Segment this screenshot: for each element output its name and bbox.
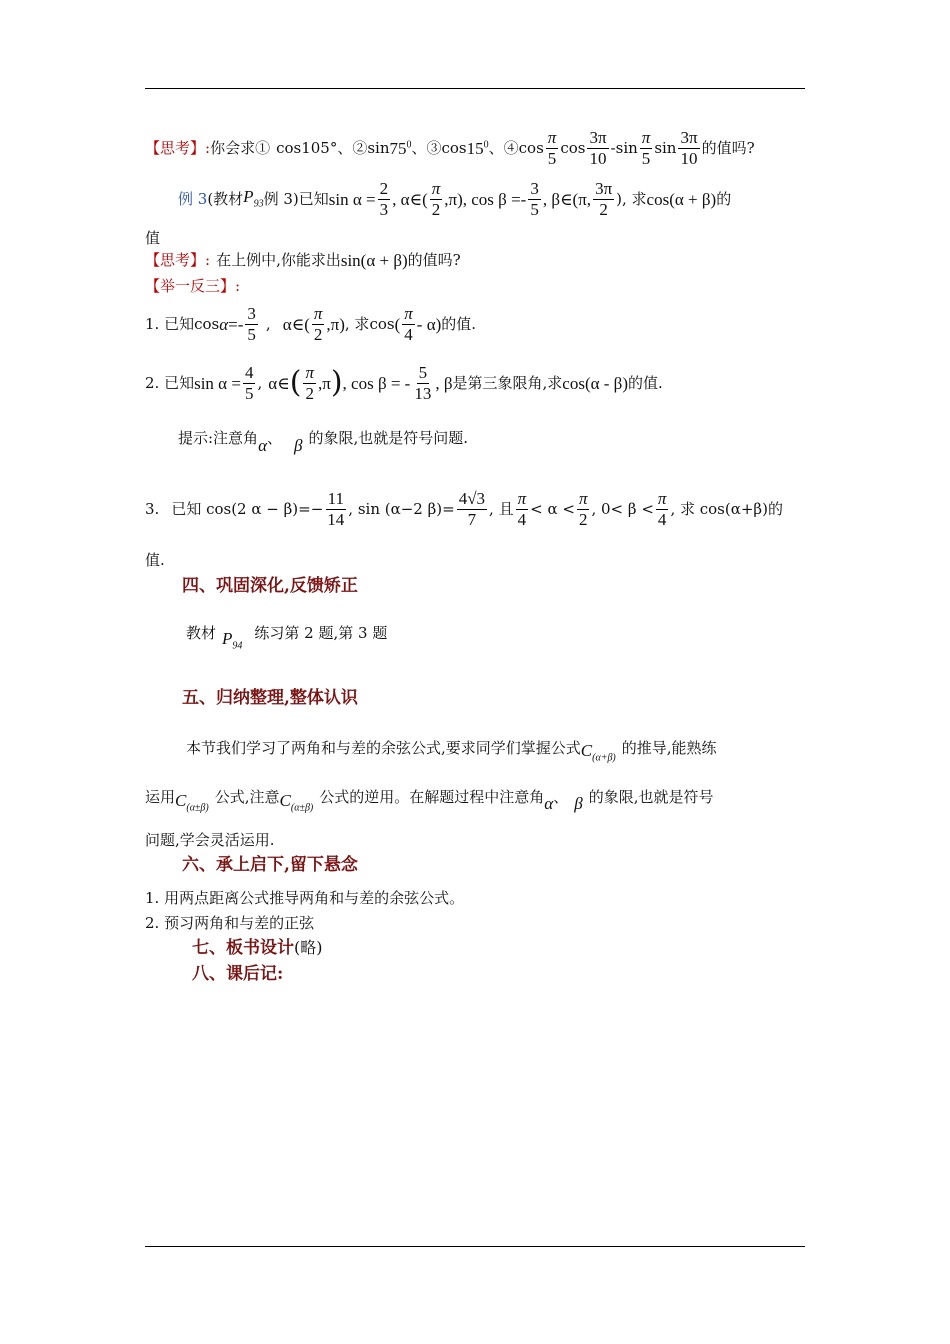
cos-text: cos <box>560 138 586 157</box>
ex3-find: , 求 cos(α+β)的 <box>670 499 783 518</box>
hint-pre: 提示:注意角 <box>178 428 259 447</box>
think-question-1 <box>145 128 755 168</box>
ex2-num: 2. 已知 <box>145 373 195 392</box>
section-7-note: (略) <box>294 938 323 957</box>
think2-tail: 的值吗? <box>407 250 461 269</box>
ex1-alpha: α <box>219 314 229 334</box>
q4-pre: 、④cos <box>488 138 544 157</box>
source-open: (教材 <box>207 189 244 208</box>
ex2-alpha-in: α∈ <box>268 373 290 393</box>
given-sin: sin α = <box>328 189 376 209</box>
hint-alpha: α <box>258 435 267 455</box>
example-3 <box>178 178 731 220</box>
ex3-and: , 且 <box>489 499 514 518</box>
q3-val: $15^0$ <box>466 138 489 158</box>
target-expr: cos(α + β) <box>646 189 717 209</box>
hint-sep: 、 <box>267 428 283 447</box>
q2-val: $75^0$ <box>389 138 412 158</box>
q1: cos105°、② <box>276 138 368 157</box>
source-close: 例 3)已知 <box>263 189 329 208</box>
tail-text: 的 <box>716 189 732 208</box>
sec5-sep: 、 <box>553 787 569 806</box>
ex2-fraction-4-5: $\frac{4}{5}$ <box>244 362 254 403</box>
sec5-l2-post: 的象限,也就是符号 <box>588 787 714 806</box>
exercise-2 <box>145 358 663 408</box>
section-4-title: 四、巩固深化,反馈矫正 <box>182 575 358 596</box>
ex2-pi-close: ,π <box>317 373 331 393</box>
think1-end: 的值吗? <box>701 138 755 157</box>
fraction-pi-2: $\frac{\pi}{2}$ <box>431 178 441 219</box>
sec5-alpha: α <box>544 793 554 813</box>
ex2-cos-beta: , cos β = - <box>342 373 411 393</box>
think2-text: 在上例中,你能求出 <box>216 250 341 269</box>
ex3-sin-part: , sin (α−2 β)= <box>348 499 455 518</box>
sec5-l1-post: 的推导,能熟练 <box>621 738 717 757</box>
ex2-paren-close: ) <box>330 365 343 400</box>
ex3-zero-beta: , 0< β < <box>591 499 654 518</box>
ex3-num: 3. <box>145 499 160 518</box>
ex1-comma: , <box>265 314 271 333</box>
think-question-2 <box>145 250 461 270</box>
ex1-minus-alpha: - α) <box>416 314 442 334</box>
sec5-l2-pre: 运用 <box>145 787 176 806</box>
ex1-cos2: cos <box>369 314 395 333</box>
section-4-body <box>186 618 388 652</box>
exercise-1 <box>145 303 476 345</box>
fraction-pi-5b: $\frac{\pi}{5}$ <box>641 127 651 168</box>
sec4-pre: 教材 <box>186 623 217 642</box>
find-text: ), 求 <box>616 189 647 208</box>
ex3-lt-alpha: < α < <box>530 499 575 518</box>
sec5-l1-pre: 本节我们学习了两角和与差的余弦公式,要求同学们掌握公式 <box>186 738 581 757</box>
ex1-find: , 求 <box>344 314 370 333</box>
ex2-quad: 是第三象限角,求 <box>452 373 563 392</box>
formula-c-pm-1: $C_{(\alpha\pm\beta)}$ <box>175 791 209 814</box>
section-5-line-1 <box>186 734 717 762</box>
section-5-line-3: 问题,学会灵活运用. <box>145 830 275 849</box>
fraction-pi-5: $\frac{\pi}{5}$ <box>547 127 557 168</box>
header-rule <box>145 88 805 89</box>
ex1-alpha-interval: α∈( <box>282 314 310 334</box>
section-7 <box>192 937 323 959</box>
sec4-post: 练习第 2 题,第 3 题 <box>254 623 388 642</box>
ex3-wrap: 值. <box>145 550 165 569</box>
think2-tag: 【思考】: <box>145 250 211 269</box>
hint-post: 的象限,也就是符号问题. <box>308 428 469 447</box>
example-3-wrap: 值 <box>145 228 161 247</box>
section-7-title: 七、板书设计 <box>192 937 294 958</box>
sec5-l2-mid: 公式,注意 <box>214 787 280 806</box>
think-lead: 你会求① <box>210 138 271 157</box>
q2-fn: sin <box>367 138 390 157</box>
ex1-fraction-pi-2: $\frac{\pi}{2}$ <box>313 303 323 344</box>
ex1-fraction-3-5: $\frac{3}{5}$ <box>247 303 256 344</box>
sec4-page-ref: $P_{94}$ <box>222 629 243 652</box>
fraction-3pi-2: $\frac{3\pi}{2}$ <box>595 178 613 219</box>
ex3-fraction-pi-2: $\frac{\pi}{2}$ <box>578 488 588 529</box>
formula-c-plus: $C_{(\alpha+\beta)}$ <box>580 741 616 764</box>
ex1-tail: 的值. <box>441 314 477 333</box>
footer-rule <box>145 1246 805 1247</box>
ex3-given: 已知 cos(2 α − β)=− <box>171 499 324 518</box>
given-cos: ,π), cos β =- <box>444 189 527 209</box>
alpha-interval: , α∈( <box>392 189 428 209</box>
minus-sin-text: -sin <box>610 138 638 157</box>
ex3-fraction-pi-4: $\frac{\pi}{4}$ <box>517 488 527 529</box>
example-label: 例 3 <box>178 189 208 208</box>
ex1-eq: =- <box>228 314 244 334</box>
ex3-fraction-4root3-7: $\frac{4√3}{7}$ <box>458 488 486 529</box>
fraction-2-3: $\frac{2}{3}$ <box>379 178 389 219</box>
ex3-fraction-pi-4b: $\frac{\pi}{4}$ <box>657 488 667 529</box>
section-5-line-2 <box>145 782 713 812</box>
hint-beta: β <box>294 435 303 455</box>
ex2-fraction-5-13: $\frac{5}{13}$ <box>414 362 432 403</box>
formula-c-pm-2: $C_{(\alpha\pm\beta)}$ <box>279 791 314 814</box>
hint <box>178 426 469 455</box>
page-ref: $P_{93}$ <box>243 187 264 210</box>
ex2-comma: , <box>257 373 263 392</box>
think2-expr: sin(α + β) <box>340 250 408 270</box>
section-6-item-2: 2. 预习两角和与差的正弦 <box>145 913 315 932</box>
sec5-l2-mid2: 公式的逆用。在解题过程中注意角 <box>319 787 545 806</box>
fraction-3pi-10: $\frac{3\pi}{10}$ <box>589 127 607 168</box>
ex1-pi-close: ,π) <box>326 314 345 334</box>
section-8-title: 八、课后记: <box>192 963 284 984</box>
sec5-beta: β <box>574 793 583 813</box>
ex1-fraction-pi-4: $\frac{\pi}{4}$ <box>404 303 413 344</box>
section-6-title: 六、承上启下,留下悬念 <box>182 854 358 875</box>
ex2-fraction-pi-2: $\frac{\pi}{2}$ <box>305 362 314 403</box>
think-tag: 【思考】: <box>145 138 211 157</box>
ex1-num: 1. 已知 <box>145 314 195 333</box>
sin-text: sin <box>654 138 677 157</box>
fraction-3-5: $\frac{3}{5}$ <box>530 178 539 219</box>
section-5-title: 五、归纳整理,整体认识 <box>182 687 358 708</box>
extend-tag: 【举一反三】: <box>145 276 241 295</box>
ex2-paren-open: ( <box>289 365 302 400</box>
section-6-item-1: 1. 用两点距离公式推导两角和与差的余弦公式。 <box>145 888 465 907</box>
ex2-tail: 的值. <box>627 373 663 392</box>
ex2-sin: sin α = <box>194 373 241 393</box>
fraction-3pi-10b: $\frac{3\pi}{10}$ <box>680 127 698 168</box>
beta-interval: , β∈(π, <box>542 189 592 209</box>
ex1-cos: cos <box>194 314 220 333</box>
ex2-beta: , β <box>435 373 453 393</box>
ex1-open: ( <box>394 314 401 334</box>
ex2-target: cos(α - β) <box>562 373 628 393</box>
exercise-3 <box>145 484 783 534</box>
ex3-fraction-11-14: $\frac{11}{14}$ <box>327 488 345 529</box>
q3-fn: 、③cos <box>411 138 467 157</box>
